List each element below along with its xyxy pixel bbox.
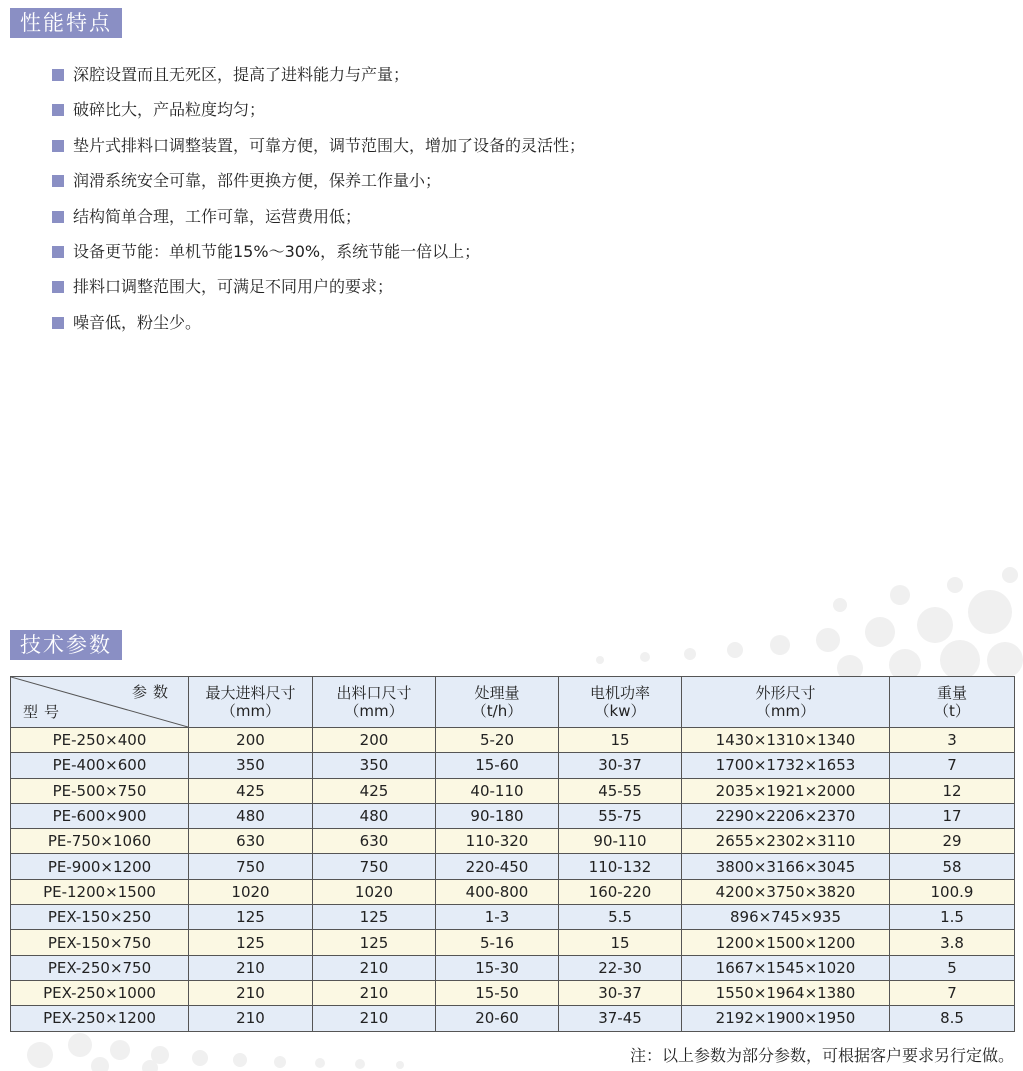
value-cell: 5.5 <box>559 905 682 930</box>
table-row <box>11 980 1015 1005</box>
value-cell: 15-30 <box>436 955 559 980</box>
bullet-square-icon <box>52 140 64 152</box>
value-cell: 400-800 <box>436 879 559 904</box>
value-cell: 200 <box>189 728 313 753</box>
value-cell: 350 <box>313 753 436 778</box>
spec-table <box>10 676 1015 1032</box>
value-cell: 1200×1500×1200 <box>682 930 890 955</box>
corner-top-label: 参数 <box>131 683 174 701</box>
value-cell: 210 <box>313 955 436 980</box>
value-cell: 29 <box>890 829 1015 854</box>
column-header: 出料口尺寸 （mm） <box>313 677 436 728</box>
value-cell: 2035×1921×2000 <box>682 778 890 803</box>
value-cell: 22-30 <box>559 955 682 980</box>
column-header: 电机功率 （kw） <box>559 677 682 728</box>
model-cell: PE-900×1200 <box>11 854 189 879</box>
value-cell: 125 <box>313 930 436 955</box>
value-cell: 750 <box>313 854 436 879</box>
table-row <box>11 1006 1015 1031</box>
value-cell: 110-320 <box>436 829 559 854</box>
model-cell: PEX-250×1200 <box>11 1006 189 1031</box>
column-header: 重量 （t） <box>890 677 1015 728</box>
value-cell: 3800×3166×3045 <box>682 854 890 879</box>
table-row <box>11 879 1015 904</box>
feature-item <box>52 168 585 203</box>
value-cell: 3.8 <box>890 930 1015 955</box>
model-cell: PEX-250×750 <box>11 955 189 980</box>
value-cell: 45-55 <box>559 778 682 803</box>
value-cell: 5-20 <box>436 728 559 753</box>
value-cell: 2290×2206×2370 <box>682 803 890 828</box>
feature-item <box>52 310 585 345</box>
bullet-square-icon <box>52 211 64 223</box>
column-header: 处理量 （t/h） <box>436 677 559 728</box>
value-cell: 8.5 <box>890 1006 1015 1031</box>
value-cell: 30-37 <box>559 753 682 778</box>
bullet-square-icon <box>52 246 64 258</box>
value-cell: 100.9 <box>890 879 1015 904</box>
feature-item <box>52 239 585 274</box>
value-cell: 17 <box>890 803 1015 828</box>
value-cell: 15 <box>559 930 682 955</box>
value-cell: 1.5 <box>890 905 1015 930</box>
value-cell: 210 <box>189 980 313 1005</box>
corner-header-cell <box>11 677 189 728</box>
table-row <box>11 930 1015 955</box>
value-cell: 630 <box>313 829 436 854</box>
value-cell: 7 <box>890 753 1015 778</box>
feature-item <box>52 274 585 309</box>
feature-item <box>52 204 585 239</box>
bullet-square-icon <box>52 69 64 81</box>
value-cell: 210 <box>313 1006 436 1031</box>
model-cell: PE-750×1060 <box>11 829 189 854</box>
value-cell: 350 <box>189 753 313 778</box>
value-cell: 480 <box>189 803 313 828</box>
feature-text: 垫片式排料口调整装置，可靠方便，调节范围大，增加了设备的灵活性； <box>73 135 586 155</box>
value-cell: 210 <box>313 980 436 1005</box>
feature-text: 设备更节能：单机节能15%～30%，系统节能一倍以上； <box>73 241 481 261</box>
table-header-row <box>11 677 1015 728</box>
value-cell: 90-110 <box>559 829 682 854</box>
table-row <box>11 803 1015 828</box>
model-cell: PEX-150×750 <box>11 930 189 955</box>
feature-text: 润滑系统安全可靠，部件更换方便，保养工作量小； <box>73 171 442 191</box>
bullet-square-icon <box>52 281 64 293</box>
value-cell: 1-3 <box>436 905 559 930</box>
table-row <box>11 905 1015 930</box>
model-cell: PE-400×600 <box>11 753 189 778</box>
corner-bottom-label: 型号 <box>23 703 66 721</box>
value-cell: 20-60 <box>436 1006 559 1031</box>
value-cell: 2192×1900×1950 <box>682 1006 890 1031</box>
feature-text: 噪音低，粉尘少。 <box>73 312 202 332</box>
bullet-square-icon <box>52 104 64 116</box>
value-cell: 896×745×935 <box>682 905 890 930</box>
value-cell: 58 <box>890 854 1015 879</box>
model-cell: PE-250×400 <box>11 728 189 753</box>
value-cell: 1550×1964×1380 <box>682 980 890 1005</box>
value-cell: 210 <box>189 1006 313 1031</box>
value-cell: 7 <box>890 980 1015 1005</box>
value-cell: 30-37 <box>559 980 682 1005</box>
value-cell: 1700×1732×1653 <box>682 753 890 778</box>
value-cell: 425 <box>313 778 436 803</box>
feature-text: 破碎比大，产品粒度均匀； <box>73 100 266 120</box>
table-row <box>11 854 1015 879</box>
value-cell: 90-180 <box>436 803 559 828</box>
value-cell: 210 <box>189 955 313 980</box>
feature-item <box>52 133 585 168</box>
value-cell: 5 <box>890 955 1015 980</box>
feature-text: 结构简单合理，工作可靠，运营费用低； <box>73 206 362 226</box>
model-cell: PE-600×900 <box>11 803 189 828</box>
value-cell: 1430×1310×1340 <box>682 728 890 753</box>
model-cell: PEX-250×1000 <box>11 980 189 1005</box>
value-cell: 15 <box>559 728 682 753</box>
value-cell: 12 <box>890 778 1015 803</box>
model-cell: PE-1200×1500 <box>11 879 189 904</box>
value-cell: 125 <box>189 905 313 930</box>
specs-section-title: 技术参数 <box>10 630 122 660</box>
value-cell: 15-60 <box>436 753 559 778</box>
value-cell: 1667×1545×1020 <box>682 955 890 980</box>
bullet-square-icon <box>52 175 64 187</box>
features-section-title: 性能特点 <box>10 8 122 38</box>
value-cell: 220-450 <box>436 854 559 879</box>
table-row <box>11 829 1015 854</box>
value-cell: 125 <box>189 930 313 955</box>
value-cell: 1020 <box>313 879 436 904</box>
column-header: 最大进料尺寸 （mm） <box>189 677 313 728</box>
value-cell: 55-75 <box>559 803 682 828</box>
value-cell: 3 <box>890 728 1015 753</box>
table-row <box>11 955 1015 980</box>
feature-item <box>52 62 585 97</box>
value-cell: 15-50 <box>436 980 559 1005</box>
value-cell: 4200×3750×3820 <box>682 879 890 904</box>
value-cell: 5-16 <box>436 930 559 955</box>
value-cell: 40-110 <box>436 778 559 803</box>
footnote: 注：以上参数为部分参数，可根据客户要求另行定做。 <box>629 1046 1014 1065</box>
value-cell: 2655×2302×3110 <box>682 829 890 854</box>
feature-item <box>52 97 585 132</box>
column-header: 外形尺寸 （mm） <box>682 677 890 728</box>
table-row <box>11 728 1015 753</box>
value-cell: 200 <box>313 728 436 753</box>
value-cell: 110-132 <box>559 854 682 879</box>
value-cell: 480 <box>313 803 436 828</box>
table-row <box>11 753 1015 778</box>
model-cell: PEX-150×250 <box>11 905 189 930</box>
features-list <box>52 62 585 345</box>
bullet-square-icon <box>52 317 64 329</box>
value-cell: 750 <box>189 854 313 879</box>
value-cell: 630 <box>189 829 313 854</box>
feature-text: 深腔设置而且无死区，提高了进料能力与产量； <box>73 65 410 84</box>
value-cell: 37-45 <box>559 1006 682 1031</box>
value-cell: 1020 <box>189 879 313 904</box>
value-cell: 125 <box>313 905 436 930</box>
value-cell: 425 <box>189 778 313 803</box>
table-row <box>11 778 1015 803</box>
value-cell: 160-220 <box>559 879 682 904</box>
model-cell: PE-500×750 <box>11 778 189 803</box>
feature-text: 排料口调整范围大，可满足不同用户的要求； <box>73 277 394 297</box>
